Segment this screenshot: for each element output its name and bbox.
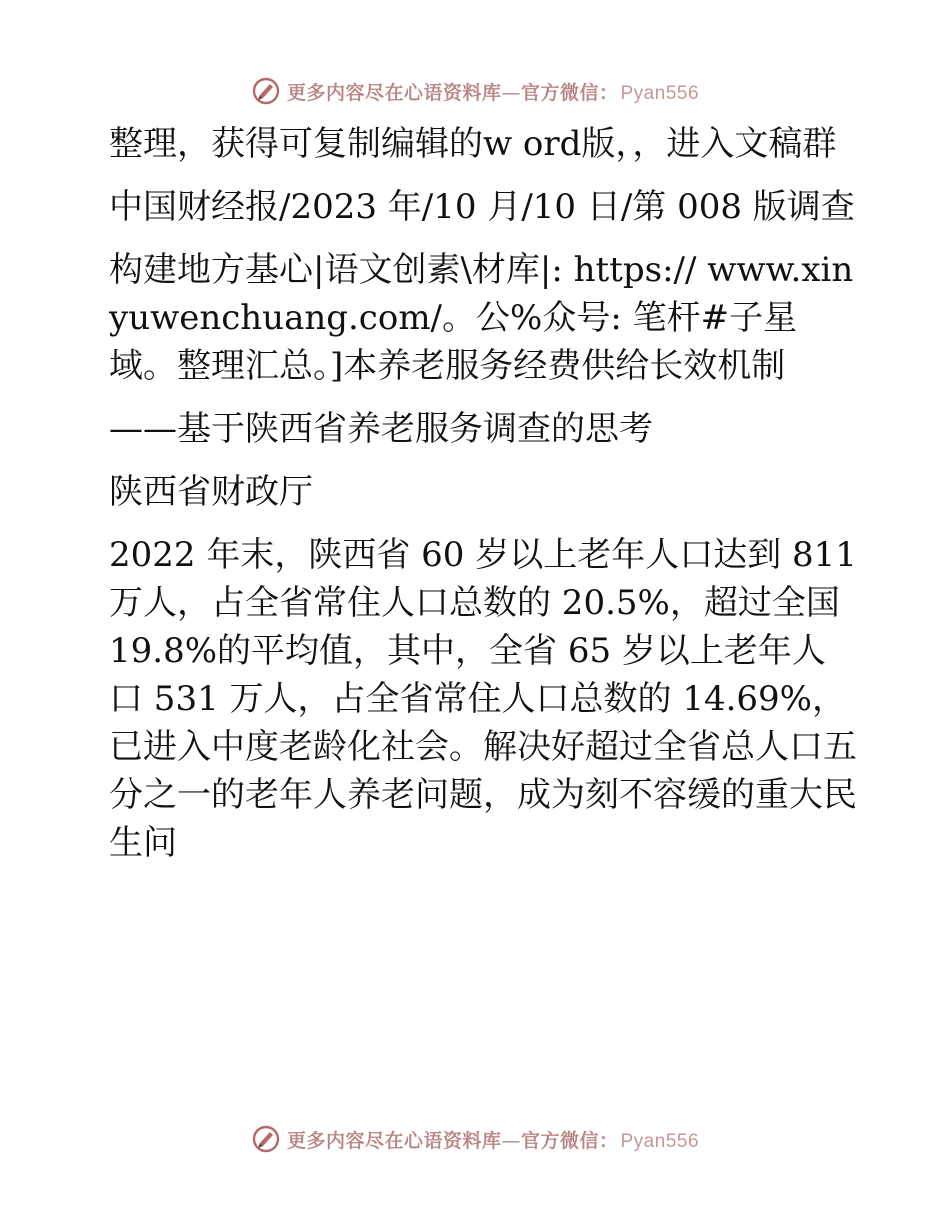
footer-banner-official: 官方微信：	[520, 1129, 619, 1152]
paragraph-intro: 整理，获得可复制编辑的w ord版，，进入文稿群	[109, 124, 837, 164]
paragraph-subtitle: ——基于陕西省养老服务调查的思考	[109, 409, 653, 449]
header-banner-main: 更多内容尽在心语资料库	[286, 81, 502, 104]
paragraph-title: 构建地方基心|语文创素\材库|: https:// www.xinyuwenchuang.com/。公%众号: 笔杆#子星域。整理汇总。]本养老服务经费供给长效机制	[109, 250, 854, 386]
paragraph-body: 2022 年末，陕西省 60 岁以上老年人口达到 811 万人，占全省常住人口总数的 20.5%，超过全国 19.8%的平均值，其中，全省 65 岁以上老年人口 531 万人，占全省常住人口总数的 14.69%，已进入中度老龄化社会。解决好超过全省总人口五分之一的老年人养老问题，成为刻不容缓的重大民生问	[109, 535, 857, 863]
pen-seal-logo-icon	[251, 76, 281, 106]
paragraph-author: 陕西省财政厅	[109, 472, 313, 512]
document-body	[97, 120, 857, 882]
header-banner	[0, 74, 950, 108]
footer-banner-main: 更多内容尽在心语资料库	[286, 1129, 502, 1152]
pen-seal-logo-icon	[251, 1124, 281, 1154]
footer-banner-wechat-id: Pyan556	[620, 1130, 700, 1152]
footer-banner-dash: —	[501, 1129, 521, 1152]
header-banner-text	[287, 78, 699, 105]
footer-banner-text	[287, 1126, 699, 1153]
footer-banner	[0, 1122, 950, 1156]
header-banner-wechat-id: Pyan556	[620, 82, 700, 104]
header-banner-dash: —	[501, 81, 521, 104]
header-banner-official: 官方微信：	[520, 81, 619, 104]
paragraph-source: 中国财经报/2023 年/10 月/10 日/第 008 版调查	[109, 187, 855, 227]
